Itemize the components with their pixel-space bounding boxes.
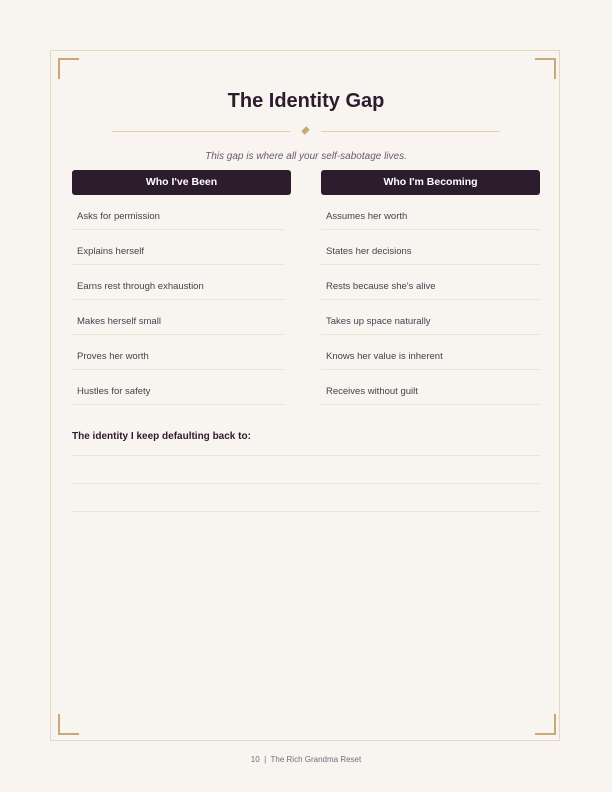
- corner-ornament-bottom-left: [58, 714, 79, 735]
- page-number: 10: [250, 755, 260, 764]
- corner-ornament-top-right: [535, 58, 556, 79]
- list-item: Hustles for safety: [72, 370, 285, 405]
- page-title: The Identity Gap: [227, 90, 385, 112]
- list-item: Knows her value is inherent: [321, 335, 540, 370]
- who-ive-been-header: Who I've Been: [72, 170, 291, 195]
- writing-line[interactable]: [72, 511, 540, 512]
- who-ive-been-column: [72, 170, 291, 397]
- page-subtitle: This gap is where all your self-sabotage lives.: [205, 151, 407, 162]
- who-im-becoming-column: [321, 170, 540, 397]
- list-item: Assumes her worth: [321, 195, 540, 230]
- who-im-becoming-header: Who I'm Becoming: [321, 170, 540, 195]
- page-footer: [0, 755, 612, 764]
- list-item: Takes up space naturally: [321, 300, 540, 335]
- writing-line[interactable]: [72, 455, 540, 456]
- corner-ornament-top-left: [58, 58, 79, 79]
- corner-ornament-bottom-right: [535, 714, 556, 735]
- list-item: Rests because she's alive: [321, 265, 540, 300]
- book-title: The Rich Grandma Reset: [270, 755, 362, 764]
- footer-separator: |: [264, 755, 267, 764]
- writing-prompt-label: The identity I keep defaulting back to:: [72, 431, 251, 442]
- writing-line[interactable]: [72, 483, 540, 484]
- list-item: Makes herself small: [72, 300, 285, 335]
- list-item: Asks for permission: [72, 195, 285, 230]
- title-divider-left: [112, 131, 290, 132]
- list-item: Proves her worth: [72, 335, 285, 370]
- list-item: Earns rest through exhaustion: [72, 265, 285, 300]
- list-item: Explains herself: [72, 230, 285, 265]
- list-item: Receives without guilt: [321, 370, 540, 405]
- title-divider-right: [321, 131, 500, 132]
- list-item: States her decisions: [321, 230, 540, 265]
